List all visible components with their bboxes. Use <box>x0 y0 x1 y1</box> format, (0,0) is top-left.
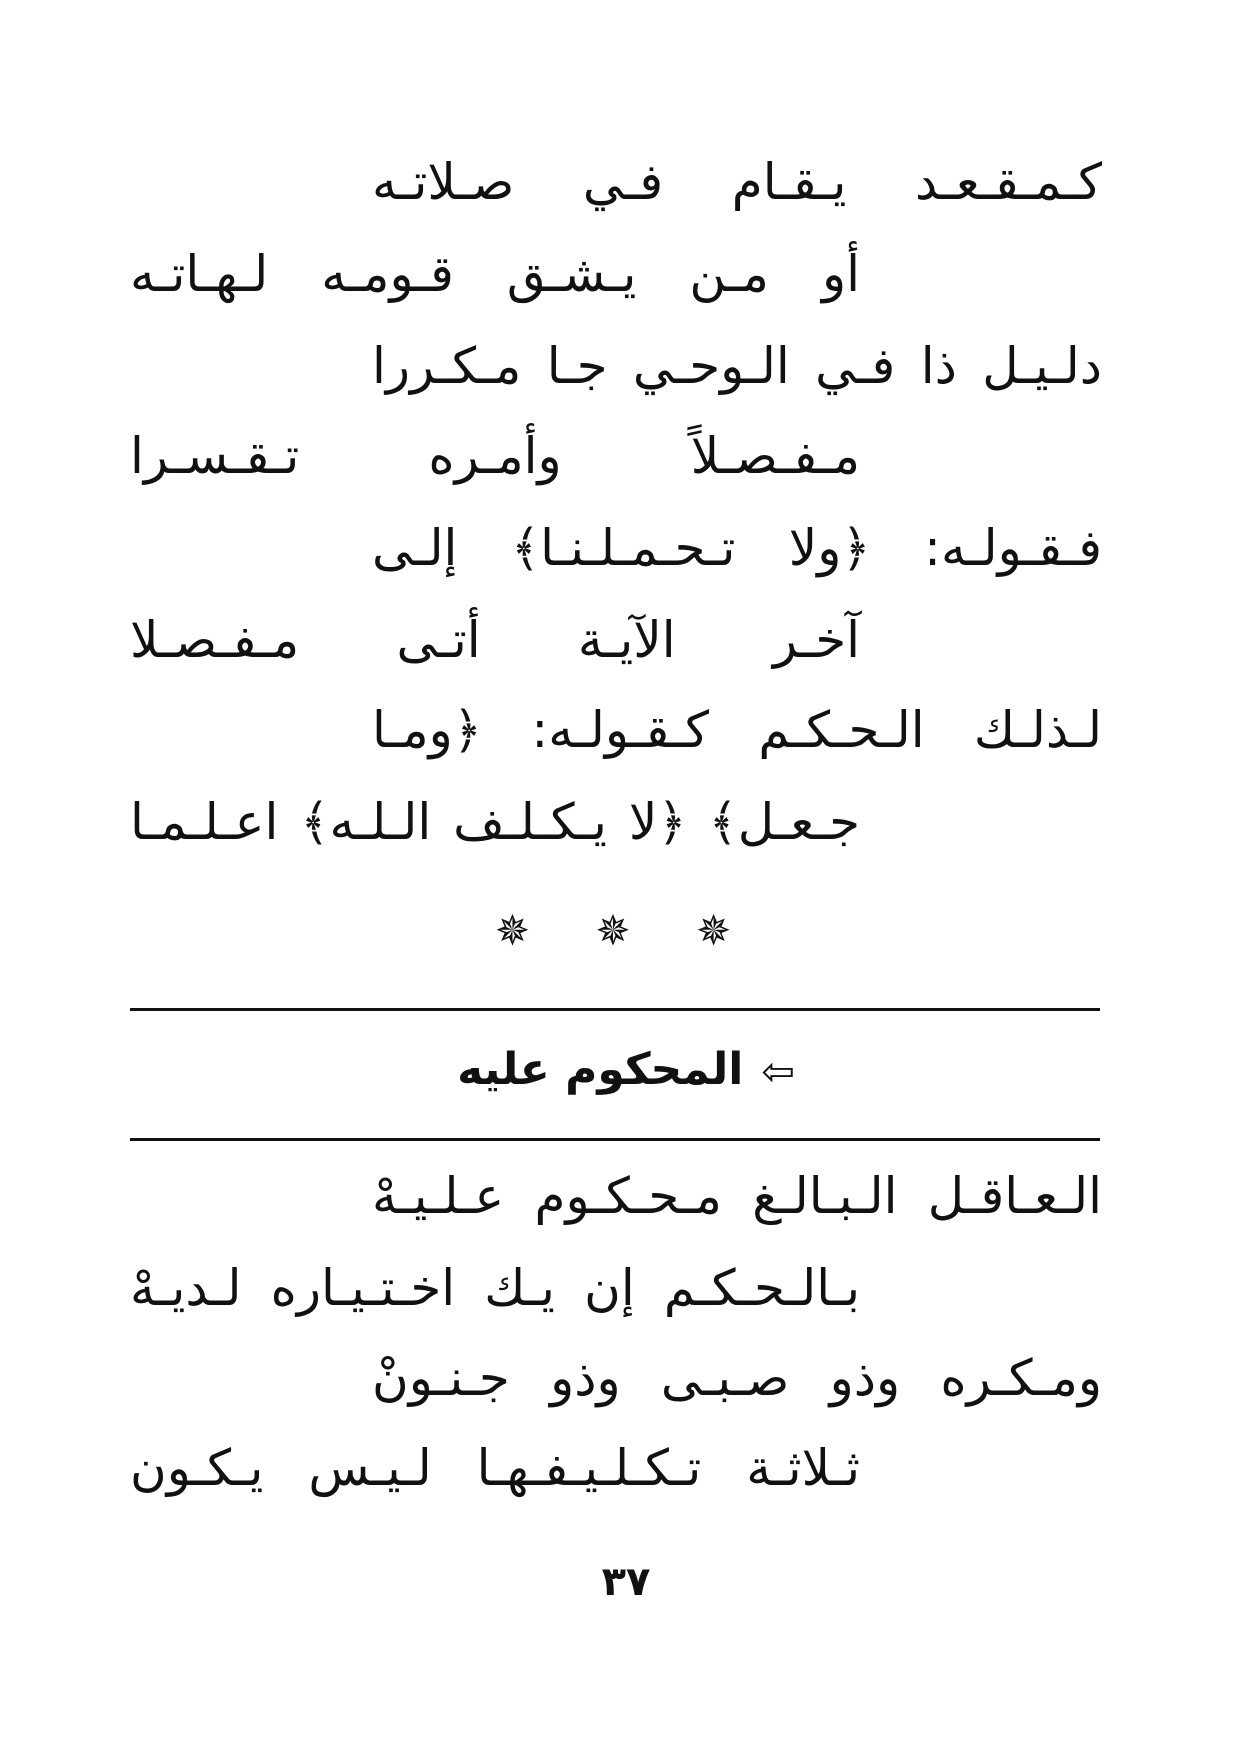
verse-line-5: فـقـولـه: ﴿ولا تـحـمـلـنـا﴾ إلـى <box>372 519 1102 577</box>
verse-line-6: آخـر الآيـة أتـى مـفـصـلا <box>130 611 860 669</box>
verse-line-1: كـمـقـعـد يـقـام فـي صـلاتـه <box>372 153 1102 211</box>
verse-line-12: ثـلاثـة تـكـلـيـفـهـا لـيـس يـكـون <box>130 1439 860 1497</box>
verse-line-2: أو مـن يـشـق قـومـه لـهـاتـه <box>130 245 860 303</box>
verse-line-4: مـفـصـلاً وأمـره تـقـسـرا <box>130 427 860 485</box>
page-number: ٣٧ <box>601 1559 651 1605</box>
star-separator: ✵ ✵ ✵ <box>494 906 758 955</box>
verse-line-3: دلـيـل ذا فـي الـوحـي جـا مـكـررا <box>372 337 1102 395</box>
section-bottom-rule <box>130 1138 1100 1141</box>
verse-line-9: الـعـاقـل الـبـالـغ مـحـكـوم عـلـيـهْ <box>372 1167 1102 1225</box>
section-heading <box>0 1038 1252 1104</box>
verse-line-7: لـذلـك الـحـكـم كـقـولـه: ﴿ومـا <box>372 701 1102 759</box>
verse-line-8: جـعـل﴾ ﴿لا يـكـلـف الـلـه﴾ اعـلـمـا <box>130 793 860 851</box>
section-title-text: المحكوم عليه <box>457 1044 744 1095</box>
arrow-left-icon: ⇦ <box>761 1049 795 1095</box>
section-top-rule <box>130 1008 1100 1011</box>
verse-line-10: بـالـحـكـم إن يـك اخـتـيـاره لـديـهْ <box>130 1259 860 1317</box>
verse-line-11: ومـكـره وذو صـبـى وذو جـنـونْ <box>372 1349 1102 1407</box>
